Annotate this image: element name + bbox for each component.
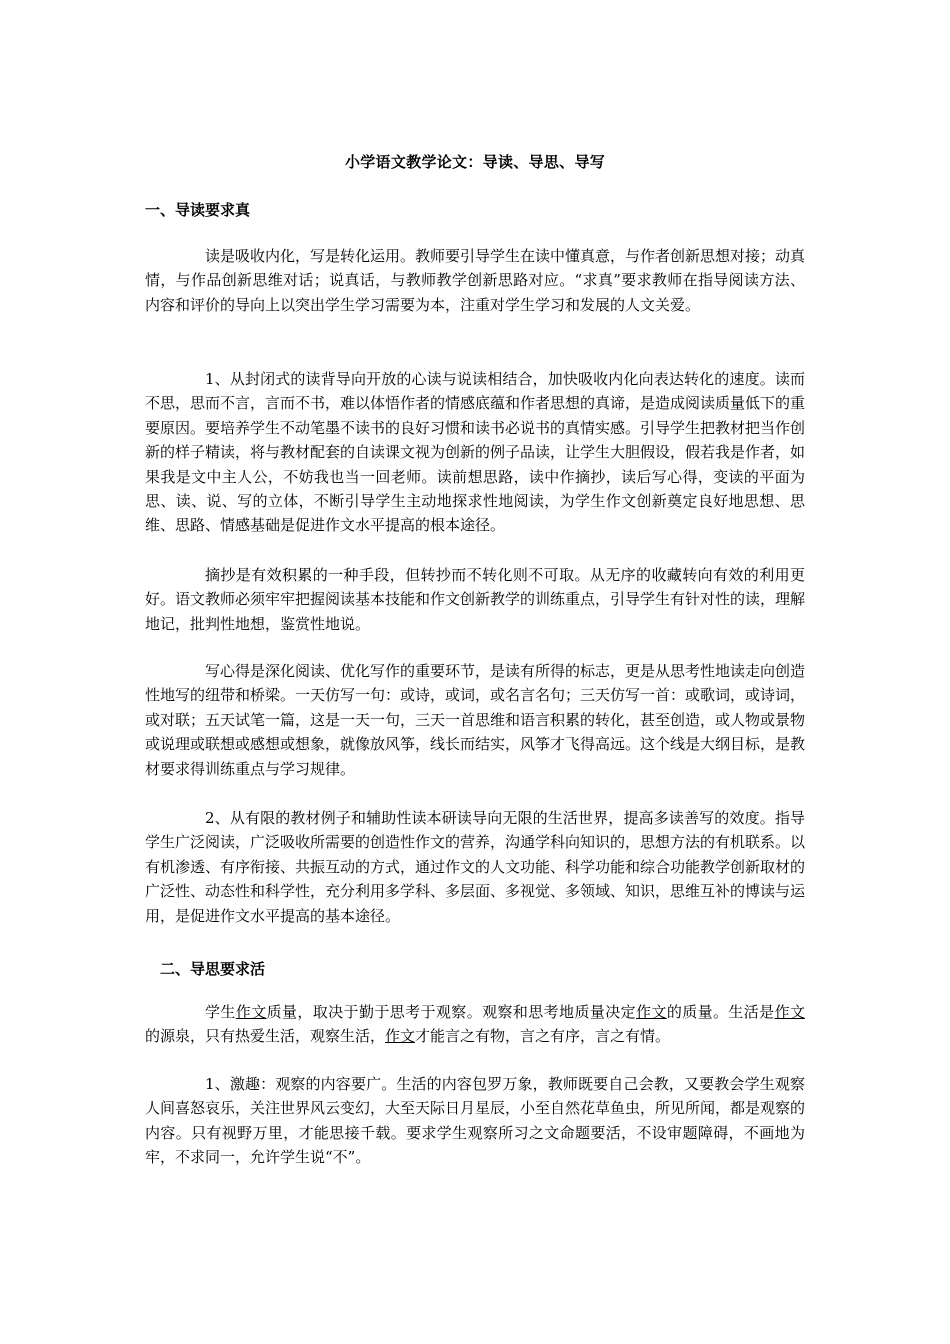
paragraph-6-text-4: 的源泉，只有热爱生活，观察生活， bbox=[145, 1027, 386, 1046]
paragraph-6 bbox=[145, 1000, 805, 1049]
paragraph-2: 1、从封闭式的读背导向开放的心读与说读相结合，加快吸收内化向表达转化的速度。读而不思，思而不言，言而不书，难以体悟作者的情感底蕴和作者思想的真谛，是造成阅读质量低下的重要原因。要培养学生不动笔墨不读书的良好习惯和读书必说书的真情实感。引导学生把教材把当作创新的样子精读，将与教材配套的自读课文视为创新的例子品读，让学生大胆假设，假若我是作者，如果我是文中主人公，不妨我也当一回老师。读前想思路，读中作摘抄，读后写心得，变读的平面为思、读、说、写的立体，不断引导学生主动地探求性地阅读，为学生作文创新奠定良好地思想、思维、思路、情感基础是促进作文水平提高的根本途径。 bbox=[145, 370, 806, 535]
section-heading-1: 一、导读要求真 bbox=[145, 201, 251, 219]
paragraph-6-text-3: 的质量。生活是 bbox=[666, 1003, 775, 1021]
paragraph-1: 读是吸收内化，写是转化运用。教师要引导学生在读中懂真意，与作者创新思想对接；动真情，与作品创新思维对话；说真话，与教师教学创新思路对应。“求真”要求教师在指导阅读方法、内容和评价的导向上以突出学生学习需要为本，注重对学生学习和发展的人文关爱。 bbox=[145, 247, 806, 314]
paragraph-7: 1、激趣：观察的内容要广。生活的内容包罗万象，教师既要自己会教，又要教会学生观察人间喜怒哀乐，关注世界风云变幻，大至天际日月星辰，小至自然花草鱼虫，所见所闻，都是观察的内容。只有视野万里，才能思接千载。要求学生观察所习之文命题要活，不设审题障碍，不画地为牢，不求同一，允许学生说“不”。 bbox=[145, 1075, 806, 1167]
composition-link[interactable]: 作文 bbox=[774, 1003, 805, 1021]
composition-link[interactable]: 作文 bbox=[636, 1003, 667, 1021]
paragraph-4: 写心得是深化阅读、优化写作的重要环节，是读有所得的标志，更是从思考性地读走向创造性地写的纽带和桥梁。一天仿写一句：或诗，或词，或名言名句；三天仿写一首：或歌词，或诗词，或对联；五天试笔一篇，这是一天一句，三天一首思维和语言积累的转化，甚至创造，或人物或景物或说理或联想或感想或想象，就像放风筝，线长而结实，风筝才飞得高远。这个线是大纲目标，是教材要求得训练重点与学习规律。 bbox=[145, 662, 806, 778]
paragraph-5: 2、从有限的教材例子和辅助性读本研读导向无限的生活世界，提高多读善写的效度。指导学生广泛阅读，广泛吸收所需要的创造性作文的营养，沟通学科向知识的，思想方法的有机联系。以有机渗透、有序衔接、共振互动的方式，通过作文的人文功能、科学功能和综合功能教学创新取材的广泛性、动态性和科学性，充分利用多学科、多层面、多视觉、多领域、知识，思维互补的博读与运用，是促进作文水平提高的基本途径。 bbox=[145, 809, 806, 925]
paragraph-6-text-5: 才能言之有物，言之有序，言之有情。 bbox=[415, 1027, 671, 1046]
document-title: 小学语文教学论文：导读、导思、导写 bbox=[344, 153, 606, 171]
paragraph-3: 摘抄是有效积累的一种手段，但转抄而不转化则不可取。从无序的收藏转向有效的利用更好。语文教师必须牢牢把握阅读基本技能和作文创新教学的训练重点，引导学生有针对性的读，理解地记，批判性地想，鉴赏性地说。 bbox=[145, 566, 806, 633]
paragraph-6-text-1: 学生 bbox=[205, 1003, 236, 1021]
composition-link[interactable]: 作文 bbox=[385, 1027, 416, 1046]
paragraph-6-text-2: 质量，取决于勤于思考于观察。观察和思考地质量决定 bbox=[266, 1003, 637, 1021]
section-heading-2: 二、导思要求活 bbox=[160, 960, 266, 978]
composition-link[interactable]: 作文 bbox=[235, 1003, 267, 1021]
